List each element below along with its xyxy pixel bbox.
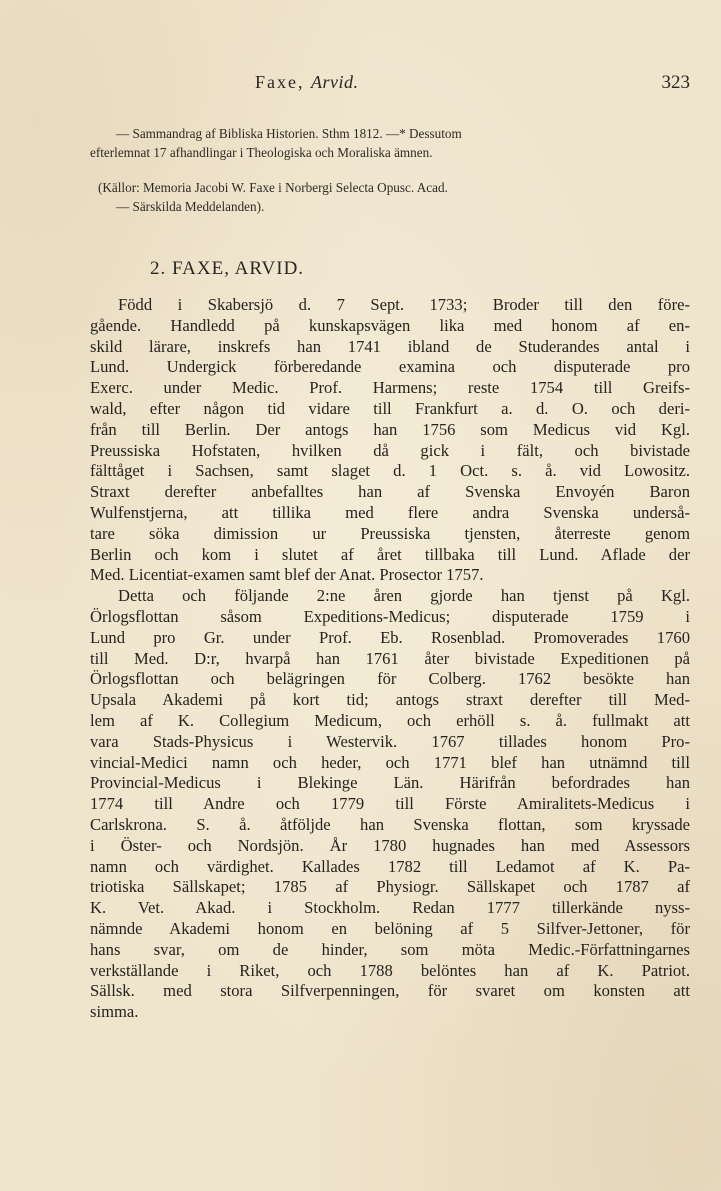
body-line: lem af K. Collegium Medicum, och erhöll s. å. fullmakt att xyxy=(90,710,690,730)
entry-heading: 2. FAXE, ARVID. xyxy=(150,258,305,279)
body-line: namn och värdighet. Kallades 1782 till Ledamot af K. Pa- xyxy=(90,856,690,876)
body-line: Örlogsflottan och belägringen för Colberg. 1762 besökte han xyxy=(90,669,690,689)
body-line: Provincial-Medicus i Blekinge Län. Härifrån befordrades han xyxy=(90,773,690,793)
body-line: Detta och följande 2:ne åren gjorde han tjenst på Kgl. xyxy=(118,586,690,606)
body-line: 1774 till Andre och 1779 till Förste Amiralitets-Medicus i xyxy=(90,794,690,814)
body-line: tare söka dimission ur Preussiska tjensten, återreste genom xyxy=(90,523,690,543)
sources-note xyxy=(90,178,690,216)
running-head xyxy=(90,72,690,102)
sources-line: (Källor: Memoria Jacobi W. Faxe i Norbergi Selecta Opusc. Acad. xyxy=(98,180,448,195)
body-line: wald, efter någon tid vidare till Frankfurt a. d. O. och deri- xyxy=(90,398,690,418)
body-line: Preussiska Hofstaten, hvilken då gick i fält, och bivistade xyxy=(90,440,690,460)
page-number: 323 xyxy=(661,72,690,93)
body-line: Upsala Akademi på kort tid; antogs straxt derefter till Med- xyxy=(90,690,690,710)
body-line: från till Berlin. Der antogs han 1756 som Medicus vid Kgl. xyxy=(90,419,690,439)
body-line: Lund. Undergick förberedande examina och disputerade pro xyxy=(90,357,690,377)
running-head-forename: Arvid. xyxy=(311,72,359,92)
running-head-title xyxy=(255,72,359,93)
body-line: vara Stads-Physicus i Westervik. 1767 tillades honom Pro- xyxy=(90,731,690,751)
body-line: skild lärare, inskrefs han 1741 ibland de Studerandes antal i xyxy=(90,336,690,356)
running-head-surname: Faxe, xyxy=(255,72,305,92)
body-line: fälttåget i Sachsen, samt slaget d. 1 Oct. s. å. vid Lowositz. xyxy=(90,461,690,481)
body-line: Berlin och kom i slutet af året tillbaka till Lund. Aflade der xyxy=(90,544,690,564)
body-line: Straxt derefter anbefalltes han af Svenska Envoyén Baron xyxy=(90,482,690,502)
body-line: Sällsk. med stora Silfverpenningen, för svaret om konsten att xyxy=(90,981,690,1001)
body-line: vincial-Medici namn och heder, och 1771 blef han utnämnd till xyxy=(90,752,690,772)
body-line: Lund pro Gr. under Prof. Eb. Rosenblad. Promoverades 1760 xyxy=(90,627,690,647)
previous-entry-line: — Sammandrag af Bibliska Historien. Sthm 1812. —* Dessutom xyxy=(116,126,462,141)
body-line: Med. Licentiat-examen samt blef der Anat. Prosector 1757. xyxy=(90,565,484,585)
body-line: Född i Skabersjö d. 7 Sept. 1733; Broder till den före- xyxy=(118,295,690,314)
body-line: i Öster- och Nordsjön. År 1780 hugnades han med Assessors xyxy=(90,835,690,855)
body-line: simma. xyxy=(90,1002,139,1022)
sources-line: — Särskilda Meddelanden). xyxy=(116,199,265,214)
body-line: triotiska Sällskapet; 1785 af Physiogr. Sällskapet och 1787 af xyxy=(90,877,690,897)
previous-entry-tail xyxy=(90,124,690,162)
previous-entry-line: efterlemnat 17 afhandlingar i Theologiska och Moraliska ämnen. xyxy=(90,145,433,160)
body-line: till Med. D:r, hvarpå han 1761 åter bivistade Expeditionen på xyxy=(90,648,690,668)
body-line: Örlogsflottan såsom Expeditions-Medicus; disputerade 1759 i xyxy=(90,606,690,626)
body-line: Carlskrona. S. å. åtföljde han Svenska flottan, som kryssade xyxy=(90,814,690,834)
body-line: gående. Handledd på kunskapsvägen lika med honom af en- xyxy=(90,315,690,335)
body-line: verkställande i Riket, och 1788 belöntes han af K. Patriot. xyxy=(90,960,690,980)
body-line: Exerc. under Medic. Prof. Harmens; reste 1754 till Greifs- xyxy=(90,378,690,398)
body-line: K. Vet. Akad. i Stockholm. Redan 1777 tillerkände nyss- xyxy=(90,898,690,918)
body-line: hans svar, om de hinder, som möta Medic.-Författningarnes xyxy=(90,939,690,959)
entry-body xyxy=(90,295,690,1023)
body-line: nämnde Akademi honom en belöning af 5 Silfver-Jettoner, för xyxy=(90,918,690,938)
body-line: Wulfenstjerna, att tillika med flere andra Svenska underså- xyxy=(90,502,690,522)
